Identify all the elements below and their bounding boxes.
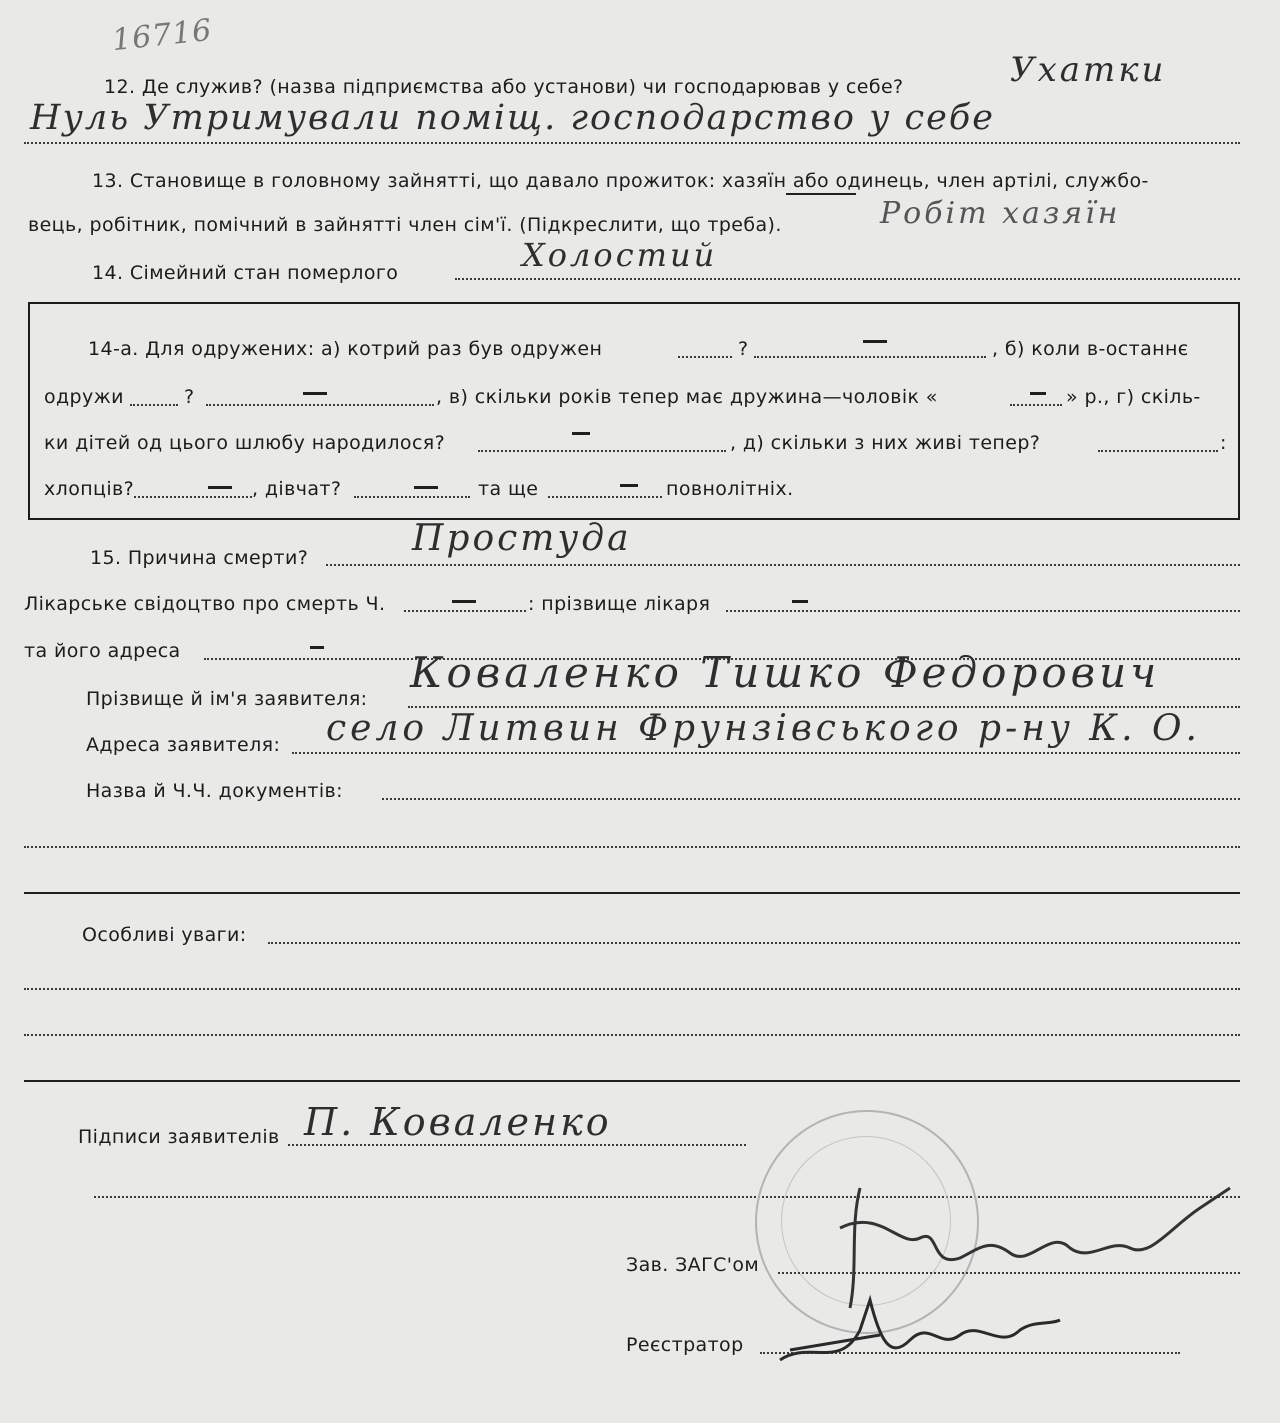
documents-dots xyxy=(382,798,1240,800)
remarks-dots-1 xyxy=(268,942,1240,944)
archive-number: 16716 xyxy=(110,12,214,59)
q14a-line3-c: : xyxy=(1220,432,1227,454)
q14a-dots-4c xyxy=(548,496,662,498)
dash-mark xyxy=(792,600,808,603)
q14a-dots-2b xyxy=(206,404,434,406)
documents-label: Назва й Ч.Ч. документів: xyxy=(86,780,343,802)
applicants-signature: П. Коваленко xyxy=(304,1100,612,1144)
q14a-dots-4b xyxy=(354,496,470,498)
section-rule xyxy=(24,892,1240,894)
q14a-dots-1b xyxy=(754,356,986,358)
q15-label: 15. Причина смерти? xyxy=(90,547,309,569)
q14a-line1-q: ? xyxy=(738,338,749,360)
q14a-dots-3a xyxy=(478,450,726,452)
dash-mark xyxy=(208,486,232,489)
dash-mark xyxy=(1030,392,1046,395)
applicant-address-answer: село Литвин Фрунзівського р-ну К. О. xyxy=(326,708,1201,749)
certificate-number-dots xyxy=(404,610,526,612)
doctor-label: : прізвище лікаря xyxy=(528,593,711,615)
registrar-signature xyxy=(770,1280,1070,1380)
q13-underline-khaziain xyxy=(786,193,856,195)
remarks-label: Особливі уваги: xyxy=(82,924,247,946)
dash-mark xyxy=(303,392,327,395)
q14a-dots-2a xyxy=(130,404,178,406)
q14a-line1-b: , б) коли в-останнє xyxy=(992,338,1189,360)
applicants-signature-label: Підписи заявителів xyxy=(78,1126,280,1148)
certificate-label: Лікарське свідоцтво про смерть Ч. xyxy=(24,593,386,615)
dash-mark xyxy=(310,646,324,649)
q14a-line3-a: ки дітей од цього шлюбу народилося? xyxy=(44,432,446,454)
q14a-line2-a: одружи xyxy=(44,386,124,408)
q14a-line2-c: » р., г) скіль- xyxy=(1066,386,1201,408)
remarks-dots-2 xyxy=(24,988,1240,990)
q14a-dots-2c xyxy=(1010,404,1062,406)
head-label: Зав. ЗАГС'ом xyxy=(626,1254,760,1276)
documents-dots-2 xyxy=(24,846,1240,848)
section-rule xyxy=(24,1080,1240,1082)
doctor-address-label: та його адреса xyxy=(24,640,181,662)
doctor-dots xyxy=(726,610,1240,612)
q15-dotted-line xyxy=(326,564,1240,566)
q14a-dots-3b xyxy=(1098,450,1218,452)
q14a-line4-a: хлопців? xyxy=(44,478,135,500)
applicant-name-answer: Коваленко Тишко Федорович xyxy=(410,648,1161,697)
applicant-address-dots xyxy=(292,752,1240,754)
q14a-line2-q: ? xyxy=(184,386,195,408)
q12-label: 12. Де служив? (назва підприємства або установи) чи господарював у себе? xyxy=(104,76,904,98)
dash-mark xyxy=(414,486,438,489)
q14-label: 14. Сімейний стан померлого xyxy=(92,262,399,284)
applicant-address-label: Адреса заявителя: xyxy=(86,734,281,756)
q14-answer: Холостий xyxy=(522,236,718,274)
q13-answer: Робіт хазяїн xyxy=(880,196,1121,231)
q14-dotted-line xyxy=(455,278,1240,280)
q12-dotted-line xyxy=(24,142,1240,144)
dash-mark xyxy=(620,484,638,487)
q12-answer: Нуль Утримували поміщ. господарство у себе xyxy=(30,98,995,138)
q15-answer: Простуда xyxy=(412,518,632,559)
q14a-line4-d: повнолітніх. xyxy=(666,478,794,500)
registrar-label: Реєстратор xyxy=(626,1334,744,1356)
applicant-name-label: Прізвище й ім'я заявителя: xyxy=(86,688,368,710)
q14a-line1-a: 14-а. Для одружених: а) котрий раз був одружен xyxy=(88,338,603,360)
dash-mark xyxy=(863,340,887,343)
q14a-line3-b: , д) скільки з них живі тепер? xyxy=(730,432,1041,454)
q14a-dots-4a xyxy=(134,496,252,498)
q12-answer-top: Ухатки xyxy=(1010,50,1167,90)
dash-mark xyxy=(572,432,590,435)
q13-line2: вець, робітник, помічний в зайнятті член сім'ї. (Підкреслити, що треба). xyxy=(28,214,782,236)
remarks-dots-3 xyxy=(24,1034,1240,1036)
q14a-line4-b: , дівчат? xyxy=(252,478,342,500)
dash-mark xyxy=(452,600,476,603)
q14a-line2-b: , в) скільки років тепер має дружина—чоловік « xyxy=(436,386,938,408)
q14a-dots-1a xyxy=(678,356,732,358)
q14a-line4-c: та ще xyxy=(478,478,539,500)
q13-line1: 13. Становище в головному зайнятті, що давало прожиток: хазяїн або одинець, член артілі, службо- xyxy=(92,170,1149,192)
applicants-signature-dots xyxy=(288,1144,746,1146)
